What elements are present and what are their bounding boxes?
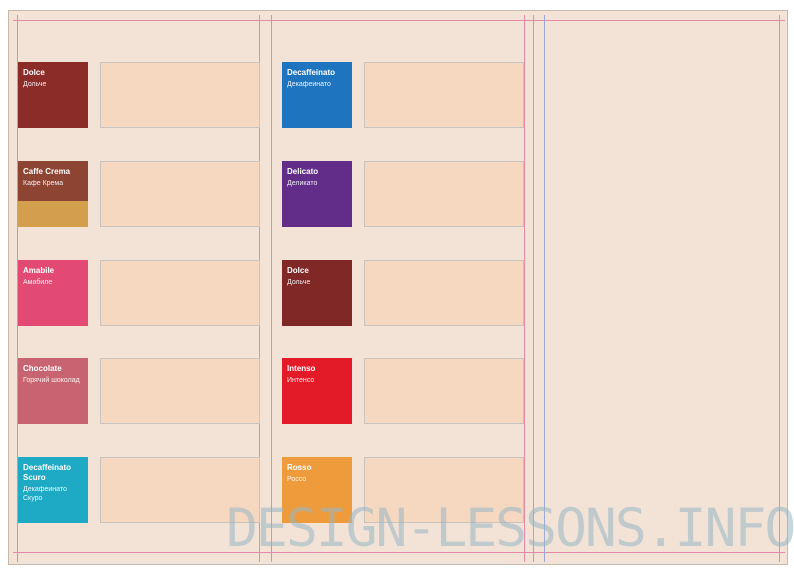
swatch-accent-strip [18, 201, 88, 227]
swatch-name: Delicato [287, 167, 319, 176]
swatch-delicato[interactable] [282, 161, 352, 227]
swatch-name: Amabile [23, 266, 55, 275]
swatch-subtitle: Амабиле [23, 279, 53, 286]
text-frame[interactable] [364, 358, 524, 424]
text-frame[interactable] [364, 161, 524, 227]
text-frame[interactable] [364, 62, 524, 128]
column-guide-3 [524, 15, 525, 562]
swatch-name: Caffe Crema [23, 167, 71, 176]
swatch-intenso[interactable] [282, 358, 352, 424]
margin-guide-top [13, 20, 785, 21]
swatch-name: Decaffeinato [287, 68, 336, 77]
swatch-subtitle: Декафеинато [287, 81, 331, 88]
layout-page [8, 10, 794, 565]
swatch-name: Chocolate [23, 364, 62, 373]
text-frame[interactable] [100, 62, 260, 128]
swatch-subtitle: Дольче [287, 279, 311, 286]
swatch-subtitle: Горячий шоколад [23, 377, 80, 384]
swatch-decaffeinato-scuro[interactable] [18, 457, 88, 523]
swatch-chocolate[interactable] [18, 358, 88, 424]
swatch-amabile[interactable] [18, 260, 88, 326]
text-frame[interactable] [364, 260, 524, 326]
swatch-subtitle: Декафеинато Скуро [23, 486, 67, 502]
column-guide-4 [533, 15, 534, 562]
swatch-decaffeinato[interactable] [282, 62, 352, 128]
swatch-dolce-2[interactable] [282, 260, 352, 326]
swatch-dolce[interactable] [18, 62, 88, 128]
column-guide-2 [271, 15, 272, 562]
swatch-name: Intenso [287, 364, 316, 373]
swatch-subtitle: Интенсо [287, 377, 315, 384]
text-frame[interactable] [100, 260, 260, 326]
text-frame[interactable] [100, 161, 260, 227]
swatch-caffe-crema[interactable] [18, 161, 88, 227]
swatch-subtitle: Россо [287, 476, 307, 483]
text-frame[interactable] [100, 358, 260, 424]
column-guide-5 [544, 15, 545, 562]
margin-guide-right [779, 15, 780, 562]
swatch-name: Decaffeinato Scuro [23, 463, 72, 482]
swatch-name: Dolce [23, 68, 45, 77]
swatch-subtitle: Кафе Крема [23, 180, 64, 187]
swatch-name: Dolce [287, 266, 309, 275]
watermark: DESIGN-LESSONS.INFO [226, 498, 794, 559]
swatch-name: Rosso [287, 463, 312, 472]
swatch-subtitle: Дольче [23, 81, 47, 88]
swatch-subtitle: Деликато [287, 180, 318, 187]
